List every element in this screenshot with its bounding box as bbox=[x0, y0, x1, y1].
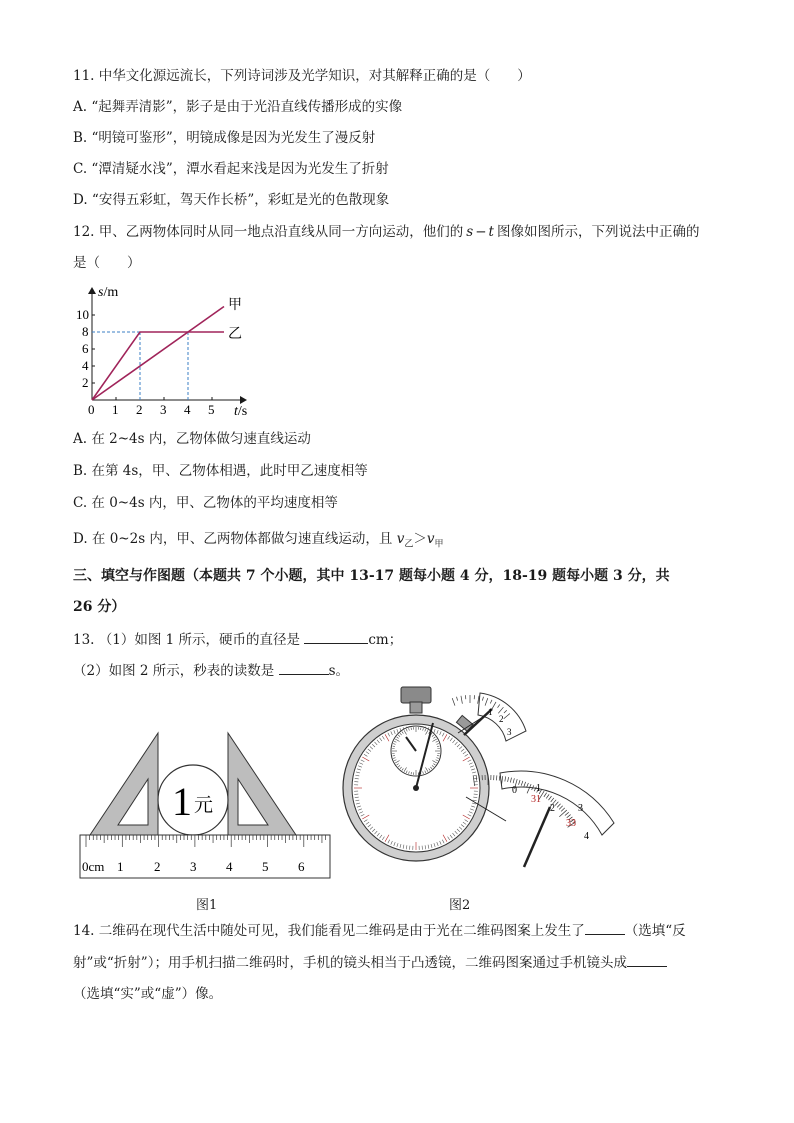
zoom-top-tick bbox=[461, 696, 462, 704]
ruler-label-3: 3 bbox=[190, 859, 197, 874]
y-tick-label: 2 bbox=[82, 375, 89, 390]
coin-face-value: 1 bbox=[172, 779, 192, 824]
v-yi-sub: 乙 bbox=[404, 539, 414, 550]
q14-line1-text: 14. 二维码在现代生活中随处可见，我们能看见二维码是由于光在二维码图案上发生了 bbox=[73, 923, 585, 939]
zoom-second-hand bbox=[524, 807, 550, 867]
q12-option-b: B. 在第 4s，甲、乙物体相遇，此时甲乙速度相等 bbox=[73, 463, 368, 479]
q12-option-d bbox=[73, 529, 444, 555]
hand-pivot bbox=[413, 785, 419, 791]
q13-part2-text: （2）如图 2 所示，秒表的读数是 bbox=[73, 663, 275, 679]
q11-option-c: C. “潭清疑水浅”，潭水看起来浅是因为光发生了折射 bbox=[73, 161, 389, 177]
x-tick-label: 3 bbox=[160, 402, 167, 417]
q13-part2-unit: s。 bbox=[328, 663, 349, 679]
x-tick-label: 0 bbox=[88, 402, 95, 417]
figure-1 bbox=[76, 725, 336, 883]
ruler-label-1: 1 bbox=[117, 859, 124, 874]
q12-dash: − bbox=[475, 224, 487, 240]
zoom-top-label-1: 1 bbox=[488, 707, 493, 717]
zoom-bottom-label-3: 3 bbox=[578, 803, 583, 814]
q14-line2-text: 射”或“折射”）；用手机扫描二维码时，手机的镜头相当于凸透镜，二维码图案通过手机镜头成 bbox=[73, 955, 627, 971]
zoom-bottom-label-0: 0 bbox=[512, 785, 517, 796]
y-tick-label: 6 bbox=[82, 341, 89, 356]
zoom-bottom-label-2: 2 bbox=[550, 803, 555, 814]
x-tick-label: 2 bbox=[136, 402, 143, 417]
q12-stem-line2: 是（ ） bbox=[73, 255, 141, 271]
q12-var-t: t bbox=[488, 224, 494, 240]
q14-line3: （选填“实”或“虚”）像。 bbox=[73, 986, 223, 1002]
zoom-top-label-2: 2 bbox=[499, 714, 504, 724]
x-tick-label: 5 bbox=[208, 402, 215, 417]
series-line-jia bbox=[92, 307, 224, 401]
ruler-label-0: 0cm bbox=[82, 859, 105, 874]
q12-stem-part2: 图像如图所示，下列说法中正确的 bbox=[496, 224, 700, 240]
zoom-bottom-tick bbox=[499, 776, 500, 781]
v-yi: v bbox=[396, 531, 405, 547]
zoom-bottom-tick bbox=[557, 804, 560, 808]
y-tick-label: 10 bbox=[76, 307, 89, 322]
st-graph bbox=[68, 280, 268, 420]
v-jia-sub: 甲 bbox=[434, 539, 444, 550]
q12-option-a: A. 在 2~4s 内，乙物体做匀速直线运动 bbox=[73, 431, 311, 447]
x-tick-label: 4 bbox=[184, 402, 191, 417]
q14-line1 bbox=[73, 920, 686, 941]
y-tick-label: 8 bbox=[82, 324, 89, 339]
q12-stem-line1 bbox=[73, 222, 699, 242]
coin bbox=[158, 765, 228, 835]
y-tick-label: 4 bbox=[82, 358, 89, 373]
zoom-bottom-tick bbox=[559, 810, 566, 817]
zoom-bottom-label-4: 4 bbox=[584, 831, 589, 842]
q13-part1 bbox=[73, 629, 402, 650]
section3-heading-line2: 26 分） bbox=[73, 599, 126, 615]
stopwatch-stem bbox=[410, 702, 422, 713]
q12-option-d-text: D. 在 0~2s 内，甲、乙两物体都做匀速直线运动，且 bbox=[73, 531, 393, 547]
q12-stem-part1: 12. 甲、乙两物体同时从同一地点沿直线从同一方向运动，他们的 bbox=[73, 224, 464, 240]
q13-part1-text: 13. （1）如图 1 所示，硬币的直径是 bbox=[73, 632, 301, 648]
series-line-yi bbox=[92, 332, 224, 400]
q12-option-c: C. 在 0~4s 内，甲、乙物体的平均速度相等 bbox=[73, 495, 338, 511]
q13-part1-unit: cm； bbox=[368, 632, 403, 648]
zoom-bottom-tick bbox=[544, 793, 547, 797]
q11-option-d: D. “安得五彩虹，驾天作长桥”，彩虹是光的色散现象 bbox=[73, 192, 390, 208]
series-label-jia: 甲 bbox=[228, 298, 242, 313]
q13-blank-coin-diameter[interactable] bbox=[304, 629, 368, 644]
zoom-bottom-tick bbox=[565, 812, 569, 815]
q12-var-s: s bbox=[466, 224, 474, 240]
q13-blank-stopwatch[interactable] bbox=[279, 660, 329, 675]
ruler-label-4: 4 bbox=[226, 859, 233, 874]
zoom-bottom-tick bbox=[551, 798, 554, 802]
figure-2-caption: 图2 bbox=[449, 898, 471, 913]
figure-1-caption: 图1 bbox=[196, 898, 218, 913]
series-label-yi: 乙 bbox=[228, 327, 242, 342]
zoom-bottom-tick bbox=[546, 794, 549, 798]
zoom-bottom-label-1: 1 bbox=[536, 783, 541, 794]
ruler-label-5: 5 bbox=[262, 859, 269, 874]
q11-stem: 11. 中华文化源远流长，下列诗词涉及光学知识，对其解释正确的是（ ） bbox=[73, 68, 531, 84]
q13-part2 bbox=[73, 660, 349, 681]
q11-option-b: B. “明镜可鉴形”，明镜成像是因为光发生了漫反射 bbox=[73, 130, 376, 146]
q14-line1-tail: （选填“反 bbox=[624, 923, 686, 939]
zoom-top-tick bbox=[452, 698, 455, 706]
coin-unit: 元 bbox=[194, 795, 214, 816]
zoom-bottom-label-31: 31 bbox=[531, 794, 541, 805]
v-jia: v bbox=[426, 531, 435, 547]
ruler-label-6: 6 bbox=[298, 859, 305, 874]
zoom-top-tick bbox=[457, 697, 458, 701]
x-tick-label: 1 bbox=[112, 402, 119, 417]
ruler-label-2: 2 bbox=[154, 859, 161, 874]
zoom-bottom-tick bbox=[549, 796, 552, 800]
zoom-bottom-tick bbox=[559, 806, 563, 810]
q14-blank-image[interactable] bbox=[627, 952, 667, 967]
q11-option-a: A. “起舞弄清影”，影子是由于光沿直线传播形成的实像 bbox=[73, 99, 403, 115]
q14-blank-reflection[interactable] bbox=[585, 920, 625, 935]
section3-heading-line1: 三、填空与作图题（本题共 7 个小题，其中 13-17 题每小题 4 分，18-19 题每小题 3 分，共 bbox=[73, 568, 670, 584]
gt-sign: ＞ bbox=[413, 531, 427, 547]
zoom-bottom-label-33: 33 bbox=[566, 818, 576, 829]
q14-line2 bbox=[73, 952, 667, 973]
zoom-top-label-3: 3 bbox=[507, 727, 512, 737]
zoom-bottom-tick bbox=[555, 802, 558, 806]
figure-2 bbox=[338, 685, 628, 875]
zoom-bottom-tick bbox=[561, 808, 565, 811]
y-axis-label: s/m bbox=[98, 285, 119, 300]
stopwatch-crown bbox=[401, 687, 431, 703]
x-axis-label: t/s bbox=[234, 404, 248, 419]
